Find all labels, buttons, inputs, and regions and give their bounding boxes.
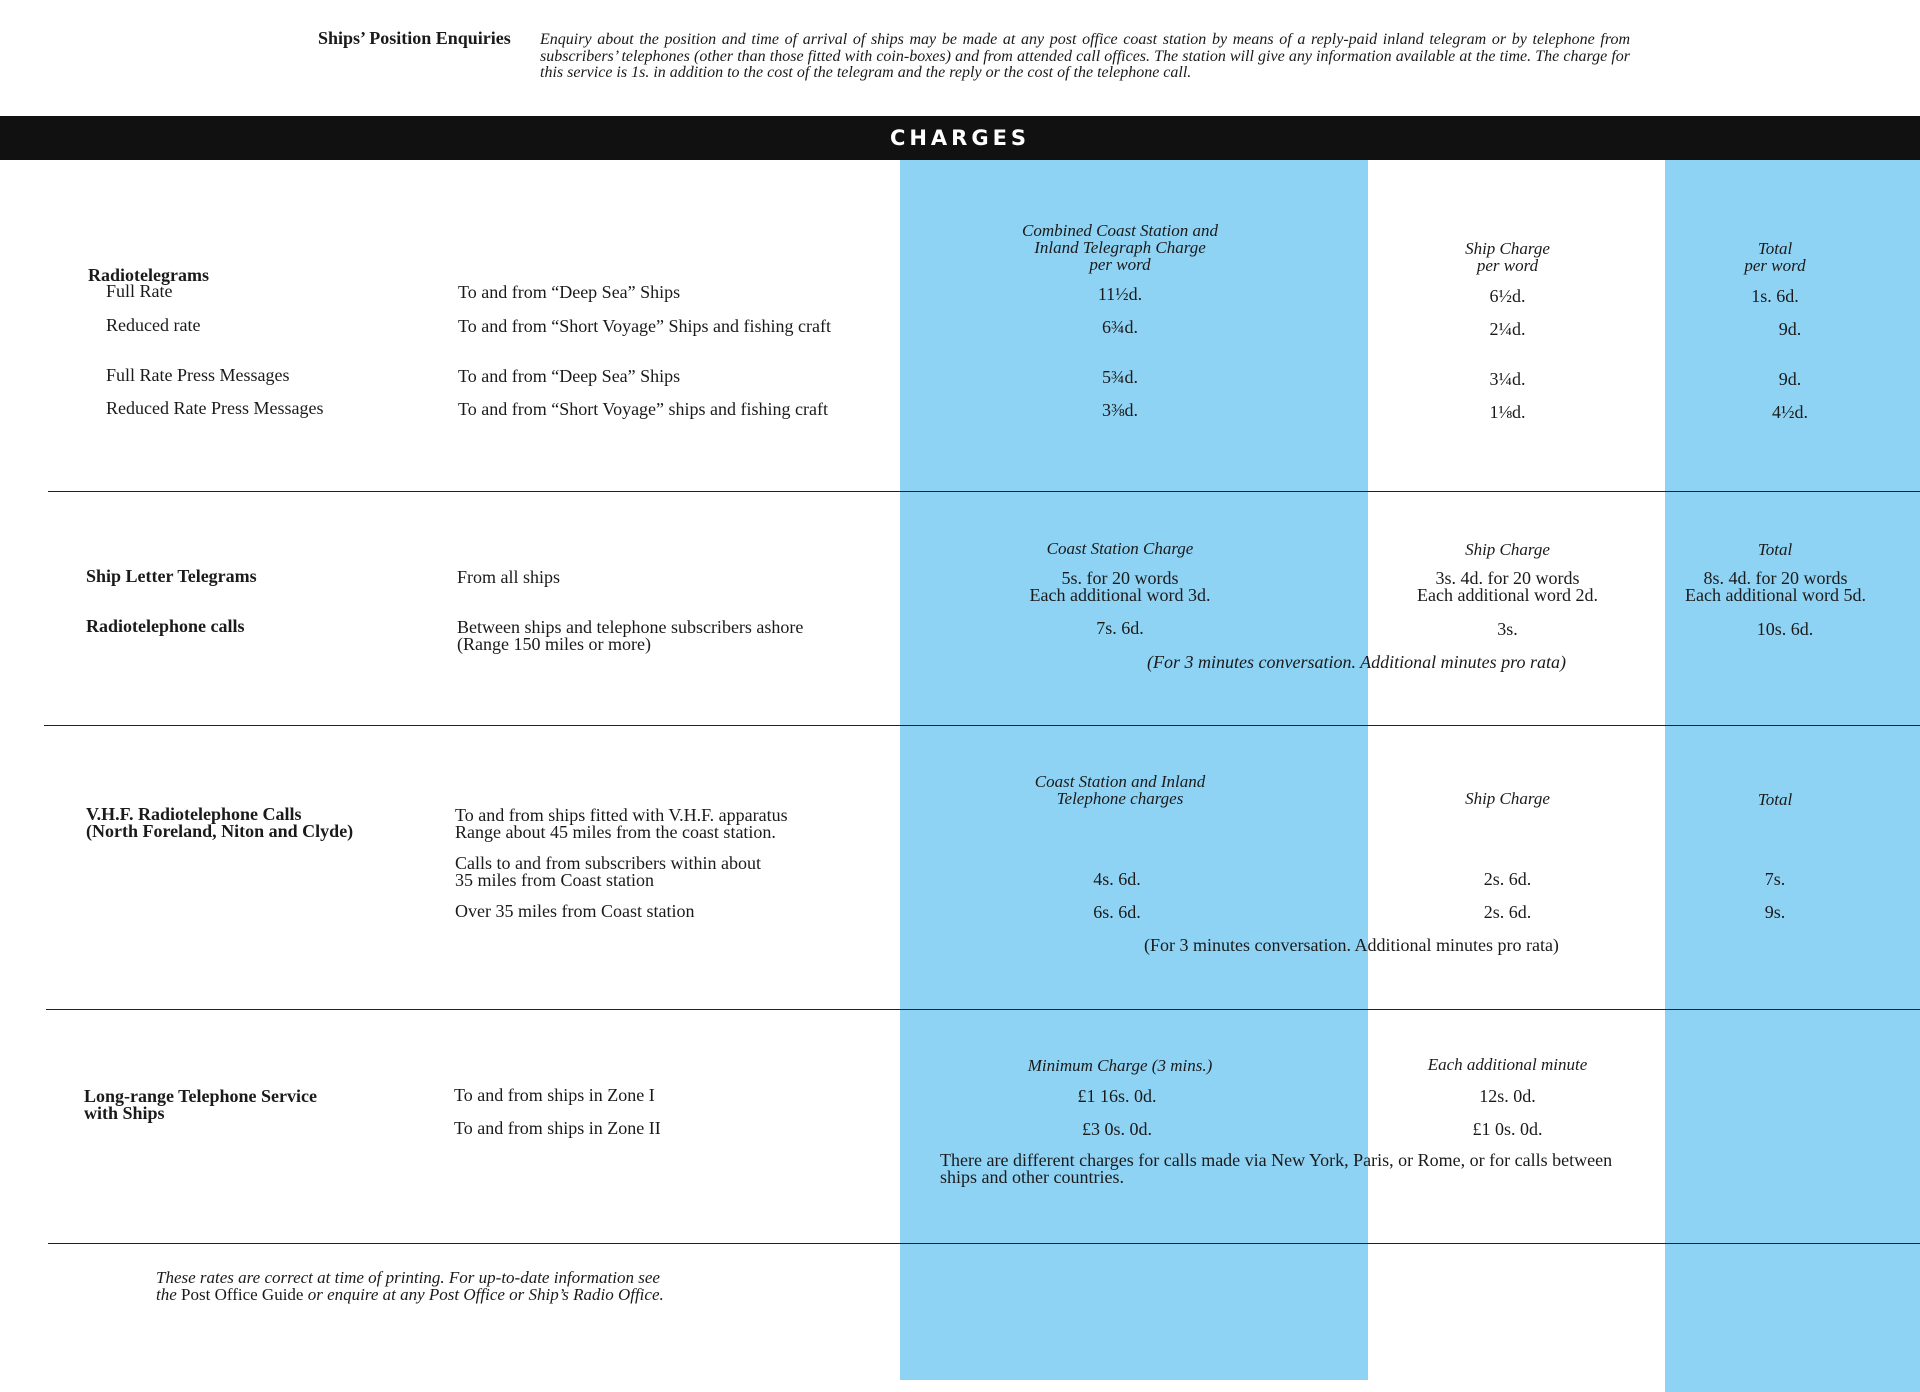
row-ship-value: 2¼d. bbox=[1489, 319, 1526, 339]
col-header-ship-charge: Ship Charge bbox=[1465, 789, 1550, 808]
row-ship-value: 2s. 6d. bbox=[1483, 902, 1532, 922]
vhf-section-name: V.H.F. Radiotelephone Calls (North Foreland, Niton and Clyde) bbox=[86, 804, 354, 841]
col-header-coast-inland-telephone: Coast Station and Inland Telephone charges bbox=[1034, 772, 1206, 808]
row-description: To and from “Deep Sea” Ships bbox=[458, 366, 681, 386]
row-total-value: 8s. 4d. for 20 words Each additional word 5d. bbox=[1685, 568, 1866, 605]
row-coast-value: 7s. 6d. bbox=[1096, 618, 1144, 638]
row-description: To and from “Short Voyage” ships and fishing craft bbox=[458, 399, 829, 419]
row-total-value: 4½d. bbox=[1772, 402, 1808, 422]
row-total-value: 9s. bbox=[1764, 902, 1786, 922]
footer-note: These rates are correct at time of printing. For up-to-date information see the Post Office Guide or enquire at any Post Office or Ship’s Radio Office. bbox=[156, 1268, 664, 1304]
row-description: Calls to and from subscribers within about 35 miles from Coast station bbox=[455, 853, 761, 890]
row-name: Reduced Rate Press Messages bbox=[106, 398, 324, 418]
row-ship-value: 1⅛d. bbox=[1489, 402, 1526, 422]
row-combined-value: 6¾d. bbox=[1102, 317, 1138, 337]
row-description: From all ships bbox=[457, 567, 561, 587]
long-range-section-name: Long-range Telephone Service with Ships bbox=[84, 1086, 317, 1123]
row-total-value: 9d. bbox=[1778, 319, 1802, 339]
row-each-minute-value: £1 0s. 0d. bbox=[1472, 1119, 1543, 1139]
enquiries-label: Ships’ Position Enquiries bbox=[318, 28, 511, 48]
row-description: To and from ships in Zone II bbox=[454, 1118, 661, 1138]
charges-title: CHARGES bbox=[889, 126, 1031, 150]
row-total-value: 10s. 6d. bbox=[1756, 619, 1814, 639]
col-header-ship-charge: Ship Charge per word bbox=[1465, 239, 1550, 275]
row-min-charge-value: £1 16s. 0d. bbox=[1077, 1086, 1157, 1106]
conversation-note: (For 3 minutes conversation. Additional minutes pro rata) bbox=[1144, 935, 1559, 955]
col-header-ship-charge: Ship Charge bbox=[1465, 540, 1550, 559]
row-ship-value: 6½d. bbox=[1489, 286, 1526, 306]
col-header-combined: Combined Coast Station and Inland Telegraph Charge per word bbox=[1022, 221, 1218, 274]
row-coast-value: 4s. 6d. bbox=[1093, 869, 1141, 889]
row-name: Ship Letter Telegrams bbox=[86, 566, 257, 586]
section-divider bbox=[48, 1243, 1920, 1244]
row-total-value: 7s. bbox=[1764, 869, 1786, 889]
row-total-value: 9d. bbox=[1778, 369, 1802, 389]
row-coast-value: 5s. for 20 words Each additional word 3d. bbox=[1029, 568, 1211, 605]
col-header-each-additional-minute: Each additional minute bbox=[1427, 1055, 1588, 1074]
blue-column-combined bbox=[900, 160, 1368, 1380]
row-description: To and from “Short Voyage” Ships and fishing craft bbox=[458, 316, 832, 336]
vhf-description-intro: To and from ships fitted with V.H.F. apparatus Range about 45 miles from the coast station. bbox=[455, 805, 788, 842]
long-range-note: There are different charges for calls made via New York, Paris, or Rome, or for calls between ships and other countries. bbox=[940, 1150, 1613, 1187]
row-ship-value: 3s. 4d. for 20 words Each additional word 2d. bbox=[1417, 568, 1598, 605]
col-header-total: Total bbox=[1757, 790, 1793, 809]
row-ship-value: 2s. 6d. bbox=[1483, 869, 1532, 889]
row-ship-value: 3¼d. bbox=[1489, 369, 1526, 389]
row-name: Radiotelephone calls bbox=[86, 616, 245, 636]
col-header-coast-station-charge: Coast Station Charge bbox=[1046, 539, 1194, 558]
col-header-total: Total per word bbox=[1744, 239, 1806, 275]
row-coast-value: 6s. 6d. bbox=[1093, 902, 1141, 922]
row-each-minute-value: 12s. 0d. bbox=[1479, 1086, 1536, 1106]
col-header-minimum-charge: Minimum Charge (3 mins.) bbox=[1027, 1056, 1213, 1075]
row-description: To and from “Deep Sea” Ships bbox=[458, 282, 681, 302]
row-ship-value: 3s. bbox=[1497, 619, 1518, 639]
row-name: Full Rate bbox=[106, 281, 173, 301]
blue-column-total bbox=[1665, 160, 1920, 1392]
row-total-value: 1s. 6d. bbox=[1751, 286, 1799, 306]
row-description: Between ships and telephone subscribers ashore (Range 150 miles or more) bbox=[457, 617, 804, 654]
row-description: To and from ships in Zone I bbox=[454, 1085, 655, 1105]
col-header-total: Total bbox=[1757, 540, 1793, 559]
section-divider bbox=[46, 1009, 1920, 1010]
row-combined-value: 5¾d. bbox=[1102, 367, 1138, 387]
section-divider bbox=[44, 725, 1920, 726]
row-name: Full Rate Press Messages bbox=[106, 365, 290, 385]
enquiries-text: Enquiry about the position and time of arrival of ships may be made at any post office coast station by means of a reply-paid inland telegram or by telephone from subscribers’ telephones (other than those fitted with coin-boxes) and from attended call offices. The station will give any information available at the time. The charge for this service is 1s. in addition to the cost of the telegram and the reply or the cost of the telephone call. bbox=[540, 31, 1630, 81]
row-description: Over 35 miles from Coast station bbox=[455, 901, 695, 921]
row-min-charge-value: £3 0s. 0d. bbox=[1081, 1119, 1152, 1139]
section-heading-radiotelegrams: Radiotelegrams bbox=[88, 265, 209, 285]
row-combined-value: 3⅜d. bbox=[1102, 400, 1138, 420]
conversation-note: (For 3 minutes conversation. Additional minutes pro rata) bbox=[1147, 652, 1566, 672]
row-name: Reduced rate bbox=[106, 315, 201, 335]
section-divider bbox=[48, 491, 1920, 492]
row-combined-value: 11½d. bbox=[1097, 284, 1143, 304]
